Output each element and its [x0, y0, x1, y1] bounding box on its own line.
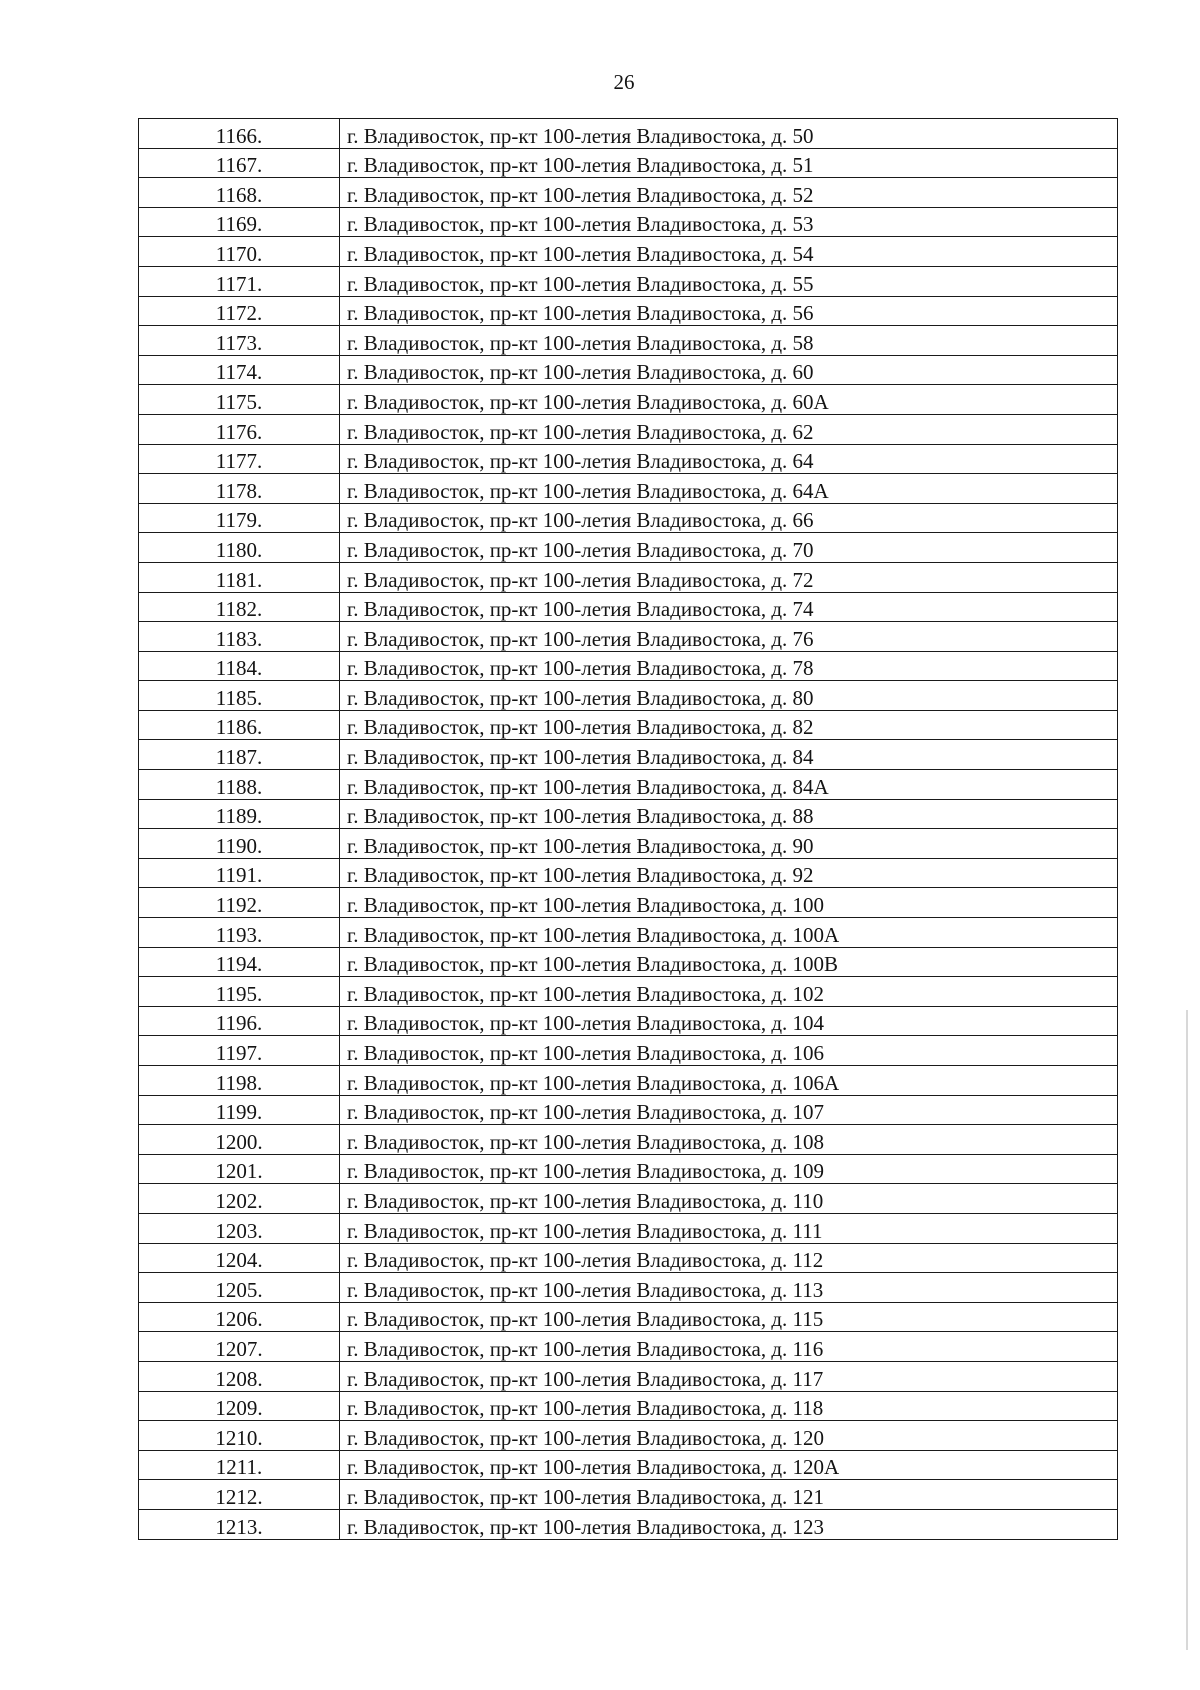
row-address: г. Владивосток, пр-кт 100-летия Владивостока, д. 107	[340, 1095, 1118, 1125]
row-address: г. Владивосток, пр-кт 100-летия Владивостока, д. 117	[340, 1361, 1118, 1391]
row-number: 1200.	[139, 1125, 340, 1155]
table-row	[139, 740, 1118, 770]
row-address: г. Владивосток, пр-кт 100-летия Владивостока, д. 100В	[340, 947, 1118, 977]
row-number: 1179.	[139, 503, 340, 533]
page-number: 26	[613, 70, 635, 94]
row-address: г. Владивосток, пр-кт 100-летия Владивостока, д. 74	[340, 592, 1118, 622]
row-address: г. Владивосток, пр-кт 100-летия Владивостока, д. 82	[340, 710, 1118, 740]
table-row	[139, 119, 1118, 149]
table-row	[139, 1421, 1118, 1451]
table-row	[139, 799, 1118, 829]
row-address: г. Владивосток, пр-кт 100-летия Владивостока, д. 115	[340, 1302, 1118, 1332]
row-number: 1168.	[139, 178, 340, 208]
row-address: г. Владивосток, пр-кт 100-летия Владивостока, д. 53	[340, 207, 1118, 237]
row-address: г. Владивосток, пр-кт 100-летия Владивостока, д. 80	[340, 681, 1118, 711]
row-address: г. Владивосток, пр-кт 100-летия Владивостока, д. 120А	[340, 1450, 1118, 1480]
row-number: 1189.	[139, 799, 340, 829]
row-number: 1170.	[139, 237, 340, 267]
row-number: 1188.	[139, 770, 340, 800]
row-number: 1166.	[139, 119, 340, 149]
row-address: г. Владивосток, пр-кт 100-летия Владивостока, д. 108	[340, 1125, 1118, 1155]
table-row	[139, 207, 1118, 237]
table-row	[139, 622, 1118, 652]
row-address: г. Владивосток, пр-кт 100-летия Владивостока, д. 109	[340, 1154, 1118, 1184]
table-row	[139, 770, 1118, 800]
table-row	[139, 1273, 1118, 1303]
row-number: 1211.	[139, 1450, 340, 1480]
row-number: 1183.	[139, 622, 340, 652]
row-number: 1182.	[139, 592, 340, 622]
table-row	[139, 414, 1118, 444]
row-address: г. Владивосток, пр-кт 100-летия Владивостока, д. 84А	[340, 770, 1118, 800]
table-row	[139, 651, 1118, 681]
row-number: 1193.	[139, 918, 340, 948]
row-number: 1196.	[139, 1006, 340, 1036]
table-row	[139, 888, 1118, 918]
row-number: 1172.	[139, 296, 340, 326]
table-row	[139, 533, 1118, 563]
row-address: г. Владивосток, пр-кт 100-летия Владивостока, д. 112	[340, 1243, 1118, 1273]
table-row	[139, 829, 1118, 859]
scan-edge-mark	[1186, 1010, 1188, 1650]
table-row	[139, 1154, 1118, 1184]
row-number: 1210.	[139, 1421, 340, 1451]
table-row	[139, 296, 1118, 326]
row-address: г. Владивосток, пр-кт 100-летия Владивостока, д. 121	[340, 1480, 1118, 1510]
row-number: 1169.	[139, 207, 340, 237]
row-address: г. Владивосток, пр-кт 100-летия Владивостока, д. 50	[340, 119, 1118, 149]
row-number: 1197.	[139, 1036, 340, 1066]
table-row	[139, 1302, 1118, 1332]
table-row	[139, 266, 1118, 296]
row-number: 1205.	[139, 1273, 340, 1303]
row-number: 1206.	[139, 1302, 340, 1332]
row-address: г. Владивосток, пр-кт 100-летия Владивостока, д. 106	[340, 1036, 1118, 1066]
table-row	[139, 1066, 1118, 1096]
table-row	[139, 977, 1118, 1007]
row-number: 1187.	[139, 740, 340, 770]
row-address: г. Владивосток, пр-кт 100-летия Владивостока, д. 106А	[340, 1066, 1118, 1096]
row-number: 1201.	[139, 1154, 340, 1184]
table-row	[139, 148, 1118, 178]
row-address: г. Владивосток, пр-кт 100-летия Владивостока, д. 88	[340, 799, 1118, 829]
row-number: 1208.	[139, 1361, 340, 1391]
row-address: г. Владивосток, пр-кт 100-летия Владивостока, д. 104	[340, 1006, 1118, 1036]
row-number: 1207.	[139, 1332, 340, 1362]
row-address: г. Владивосток, пр-кт 100-летия Владивостока, д. 116	[340, 1332, 1118, 1362]
table-row	[139, 1332, 1118, 1362]
row-number: 1212.	[139, 1480, 340, 1510]
row-number: 1198.	[139, 1066, 340, 1096]
table-row	[139, 444, 1118, 474]
row-number: 1192.	[139, 888, 340, 918]
table-row	[139, 1213, 1118, 1243]
row-number: 1202.	[139, 1184, 340, 1214]
row-number: 1180.	[139, 533, 340, 563]
table-row	[139, 918, 1118, 948]
row-number: 1175.	[139, 385, 340, 415]
row-number: 1171.	[139, 266, 340, 296]
row-address: г. Владивосток, пр-кт 100-летия Владивостока, д. 64	[340, 444, 1118, 474]
row-number: 1177.	[139, 444, 340, 474]
row-address: г. Владивосток, пр-кт 100-летия Владивостока, д. 120	[340, 1421, 1118, 1451]
table-row	[139, 592, 1118, 622]
row-number: 1199.	[139, 1095, 340, 1125]
row-address: г. Владивосток, пр-кт 100-летия Владивостока, д. 56	[340, 296, 1118, 326]
row-number: 1173.	[139, 326, 340, 356]
row-address: г. Владивосток, пр-кт 100-летия Владивостока, д. 92	[340, 858, 1118, 888]
table-row	[139, 858, 1118, 888]
table-row	[139, 385, 1118, 415]
table-row	[139, 562, 1118, 592]
row-address: г. Владивосток, пр-кт 100-летия Владивостока, д. 110	[340, 1184, 1118, 1214]
row-address: г. Владивосток, пр-кт 100-летия Владивостока, д. 62	[340, 414, 1118, 444]
row-address: г. Владивосток, пр-кт 100-летия Владивостока, д. 100	[340, 888, 1118, 918]
row-number: 1213.	[139, 1509, 340, 1539]
table-row	[139, 710, 1118, 740]
row-number: 1209.	[139, 1391, 340, 1421]
row-address: г. Владивосток, пр-кт 100-летия Владивостока, д. 90	[340, 829, 1118, 859]
row-number: 1195.	[139, 977, 340, 1007]
row-address: г. Владивосток, пр-кт 100-летия Владивостока, д. 123	[340, 1509, 1118, 1539]
row-number: 1191.	[139, 858, 340, 888]
address-table-body	[139, 119, 1118, 1540]
row-number: 1174.	[139, 355, 340, 385]
row-number: 1181.	[139, 562, 340, 592]
row-address: г. Владивосток, пр-кт 100-летия Владивостока, д. 84	[340, 740, 1118, 770]
row-address: г. Владивосток, пр-кт 100-летия Владивостока, д. 54	[340, 237, 1118, 267]
row-address: г. Владивосток, пр-кт 100-летия Владивостока, д. 51	[340, 148, 1118, 178]
table-row	[139, 1125, 1118, 1155]
row-address: г. Владивосток, пр-кт 100-летия Владивостока, д. 111	[340, 1213, 1118, 1243]
row-address: г. Владивосток, пр-кт 100-летия Владивостока, д. 100А	[340, 918, 1118, 948]
row-address: г. Владивосток, пр-кт 100-летия Владивостока, д. 102	[340, 977, 1118, 1007]
table-row	[139, 1243, 1118, 1273]
table-row	[139, 1509, 1118, 1539]
table-row	[139, 237, 1118, 267]
row-address: г. Владивосток, пр-кт 100-летия Владивостока, д. 72	[340, 562, 1118, 592]
table-row	[139, 1095, 1118, 1125]
row-number: 1185.	[139, 681, 340, 711]
table-row	[139, 1391, 1118, 1421]
table-row	[139, 1184, 1118, 1214]
table-row	[139, 1480, 1118, 1510]
row-address: г. Владивосток, пр-кт 100-летия Владивостока, д. 60	[340, 355, 1118, 385]
table-row	[139, 355, 1118, 385]
row-number: 1203.	[139, 1213, 340, 1243]
row-number: 1194.	[139, 947, 340, 977]
row-address: г. Владивосток, пр-кт 100-летия Владивостока, д. 118	[340, 1391, 1118, 1421]
row-number: 1178.	[139, 474, 340, 504]
address-table	[138, 118, 1118, 1540]
row-address: г. Владивосток, пр-кт 100-летия Владивостока, д. 76	[340, 622, 1118, 652]
row-number: 1167.	[139, 148, 340, 178]
table-row	[139, 326, 1118, 356]
row-address: г. Владивосток, пр-кт 100-летия Владивостока, д. 55	[340, 266, 1118, 296]
row-address: г. Владивосток, пр-кт 100-летия Владивостока, д. 64А	[340, 474, 1118, 504]
table-row	[139, 503, 1118, 533]
row-address: г. Владивосток, пр-кт 100-летия Владивостока, д. 78	[340, 651, 1118, 681]
table-row	[139, 947, 1118, 977]
row-number: 1176.	[139, 414, 340, 444]
row-number: 1186.	[139, 710, 340, 740]
row-address: г. Владивосток, пр-кт 100-летия Владивостока, д. 70	[340, 533, 1118, 563]
table-row	[139, 474, 1118, 504]
row-address: г. Владивосток, пр-кт 100-летия Владивостока, д. 58	[340, 326, 1118, 356]
row-address: г. Владивосток, пр-кт 100-летия Владивостока, д. 60А	[340, 385, 1118, 415]
table-row	[139, 1361, 1118, 1391]
table-row	[139, 1036, 1118, 1066]
table-row	[139, 681, 1118, 711]
row-number: 1190.	[139, 829, 340, 859]
row-address: г. Владивосток, пр-кт 100-летия Владивостока, д. 66	[340, 503, 1118, 533]
row-number: 1204.	[139, 1243, 340, 1273]
row-address: г. Владивосток, пр-кт 100-летия Владивостока, д. 113	[340, 1273, 1118, 1303]
row-address: г. Владивосток, пр-кт 100-летия Владивостока, д. 52	[340, 178, 1118, 208]
row-number: 1184.	[139, 651, 340, 681]
table-row	[139, 1006, 1118, 1036]
table-row	[139, 178, 1118, 208]
table-row	[139, 1450, 1118, 1480]
